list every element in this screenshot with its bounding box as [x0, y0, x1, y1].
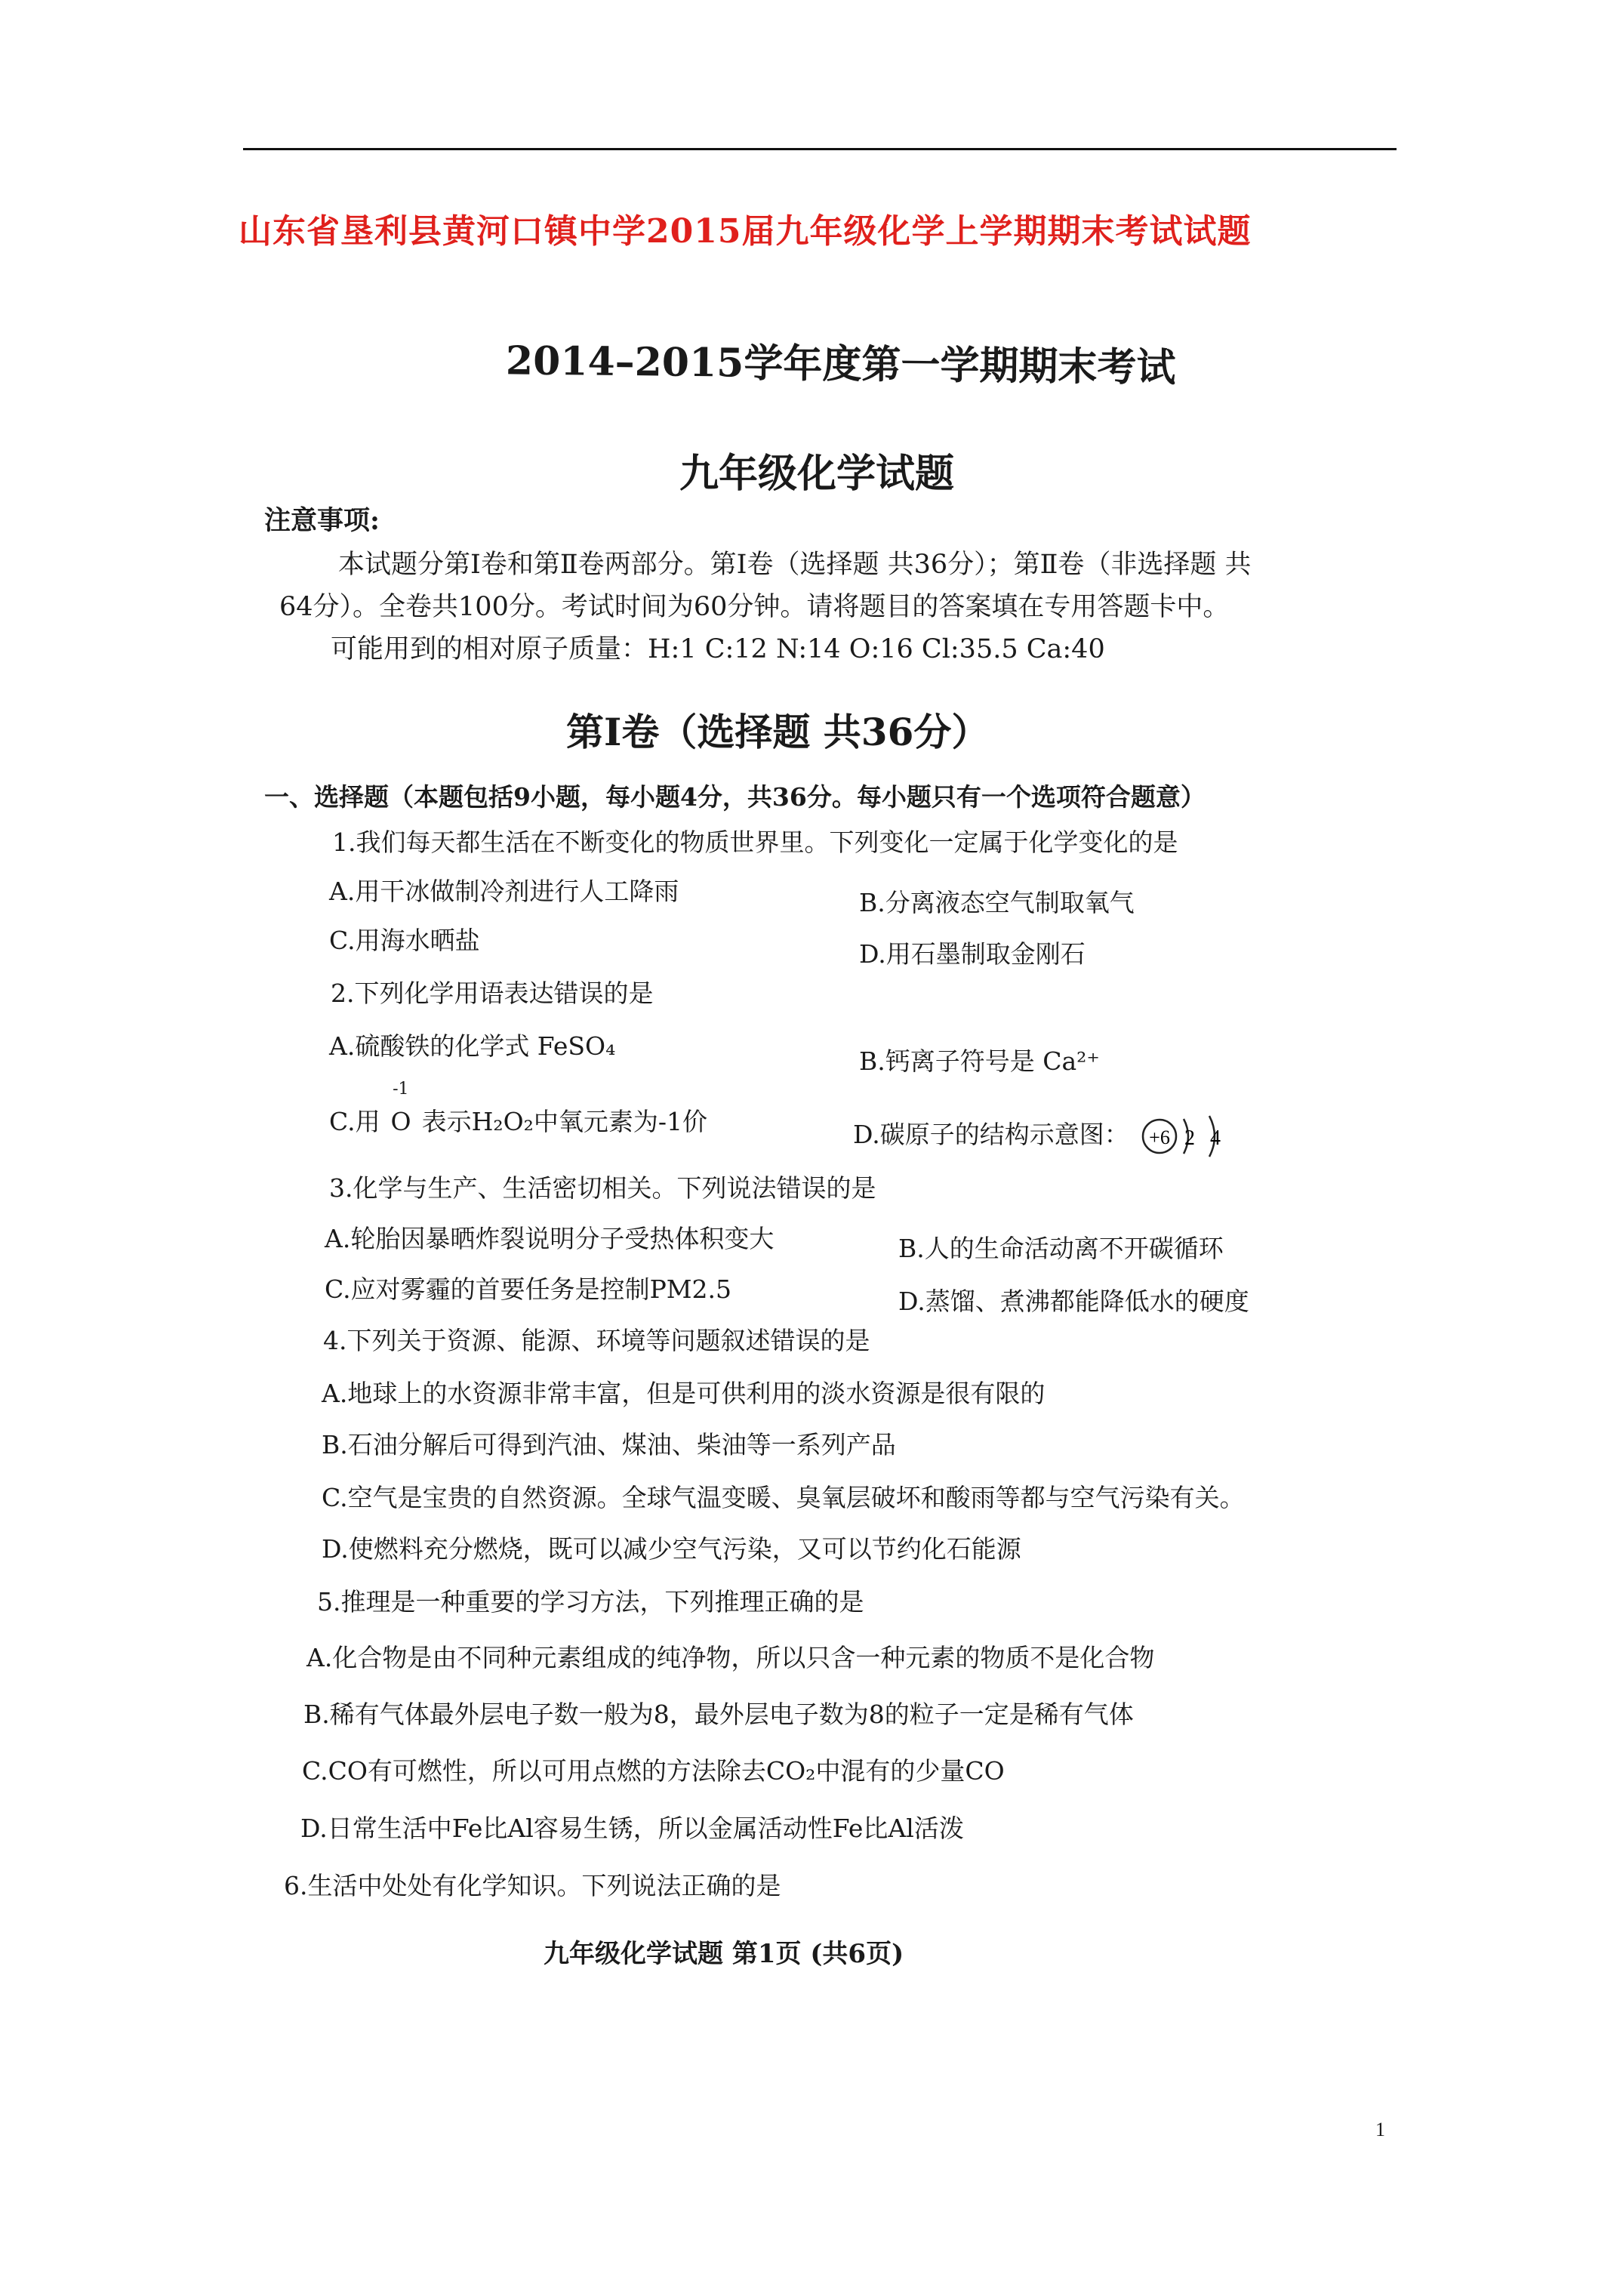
carbon-atom-structure-diagram — [1137, 1110, 1250, 1163]
section-intro: 一、选择题（本题包括9小题，每小题4分，共36分。每小题只有一个选项符合题意） — [264, 782, 1206, 812]
q2-stem: 2.下列化学用语表达错误的是 — [331, 978, 654, 1008]
q3-option-c: C.应对雾霾的首要任务是控制PM2.5 — [325, 1274, 732, 1304]
q4-option-d: D.使燃料充分燃烧，既可以减少空气污染，又可以节约化石能源 — [322, 1534, 1021, 1564]
notice-label: 注意事项: — [264, 505, 380, 536]
q2-option-d — [853, 1110, 1250, 1163]
oxygen-symbol: O — [390, 1107, 411, 1136]
q4-stem: 4.下列关于资源、能源、环境等问题叙述错误的是 — [323, 1326, 870, 1355]
nucleus-label: +6 — [1149, 1126, 1171, 1148]
q5-option-a: A.化合物是由不同种元素组成的纯净物，所以只含一种元素的物质不是化合物 — [306, 1643, 1155, 1672]
oxidation-state-symbol — [388, 1080, 414, 1136]
notice-line-2: 64分）。全卷共100分。考试时间为60分钟。请将题目的答案填在专用答题卡中。 — [279, 592, 1230, 622]
q4-option-b: B.石油分解后可得到汽油、煤油、柴油等一系列产品 — [322, 1430, 896, 1459]
section-title: 第Ⅰ卷（选择题 共36分） — [566, 710, 990, 754]
document-title: 山东省垦利县黄河口镇中学2015届九年级化学上学期期末考试试题 — [239, 212, 1252, 251]
q1-option-d: D.用石墨制取金刚石 — [859, 939, 1086, 969]
q2-option-a: A.硫酸铁的化学式 FeSO₄ — [329, 1031, 616, 1061]
q1-option-a: A.用干冰做制冷剂进行人工降雨 — [329, 877, 679, 906]
shell-1-electrons: 2 — [1184, 1126, 1196, 1150]
notice-line-3: 可能用到的相对原子质量：H:1 C:12 N:14 O:16 Cl:35.5 Ca:40 — [331, 634, 1105, 664]
q3-stem: 3.化学与生产、生活密切相关。下列说法错误的是 — [329, 1173, 876, 1203]
scanned-exam-page — [249, 302, 1412, 1978]
header-rule — [243, 148, 1397, 150]
notice-line-1: 本试题分第Ⅰ卷和第Ⅱ卷两部分。第Ⅰ卷（选择题 共36分）；第Ⅱ卷（非选择题 共 — [338, 550, 1252, 580]
q1-option-b: B.分离液态空气制取氧气 — [859, 888, 1135, 917]
q5-stem: 5.推理是一种重要的学习方法，下列推理正确的是 — [317, 1587, 864, 1616]
q4-option-c: C.空气是宝贵的自然资源。全球气温变暖、臭氧层破坏和酸雨等都与空气污染有关。 — [322, 1483, 1245, 1512]
q2-option-c — [329, 1080, 708, 1138]
exam-page-footer: 九年级化学试题 第1页 (共6页) — [544, 1939, 904, 1969]
oxidation-state-value: -1 — [393, 1080, 409, 1099]
q5-option-d: D.日常生活中Fe比Al容易生锈，所以金属活动性Fe比Al活泼 — [300, 1814, 964, 1843]
q2-option-c-text: 表示H₂O₂中氧元素为-1价 — [421, 1107, 708, 1136]
q1-stem: 1.我们每天都生活在不断变化的物质世界里。下列变化一定属于化学变化的是 — [332, 827, 1178, 857]
q2-option-b: B.钙离子符号是 Ca²⁺ — [859, 1046, 1100, 1076]
q5-option-c: C.CO有可燃性，所以可用点燃的方法除去CO₂中混有的少量CO — [302, 1756, 1005, 1786]
q2-option-d-text: D.碳原子的结构示意图： — [853, 1120, 1129, 1149]
exam-title: 2014–2015学年度第一学期期末考试 — [505, 337, 1176, 391]
q6-stem: 6.生活中处处有化学知识。下列说法正确的是 — [284, 1871, 781, 1900]
shell-2-electrons: 4 — [1210, 1126, 1221, 1150]
q1-option-c: C.用海水晒盐 — [329, 926, 480, 955]
q3-option-b: B.人的生命活动离不开碳循环 — [898, 1234, 1224, 1263]
q3-option-d: D.蒸馏、煮沸都能降低水的硬度 — [898, 1287, 1249, 1316]
exam-subtitle: 九年级化学试题 — [679, 451, 955, 497]
q4-option-a: A.地球上的水资源非常丰富，但是可供利用的淡水资源是很有限的 — [322, 1379, 1046, 1408]
q5-option-b: B.稀有气体最外层电子数一般为8，最外层电子数为8的粒子一定是稀有气体 — [303, 1700, 1134, 1729]
q2-option-c-prefix: C.用 — [329, 1107, 380, 1136]
page-number: 1 — [1375, 2119, 1385, 2140]
q3-option-a: A.轮胎因暴晒炸裂说明分子受热体积变大 — [325, 1224, 775, 1253]
